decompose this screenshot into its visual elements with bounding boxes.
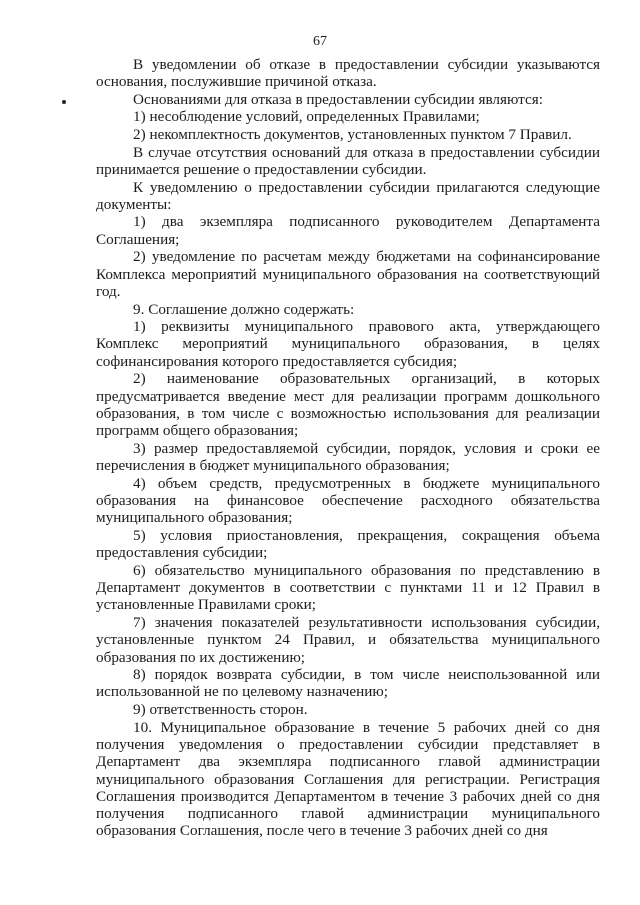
list-item: 2) уведомление по расчетам между бюджетами на софинансирование Комплекса мероприятий муниципального образования на соответствующий год. bbox=[96, 248, 600, 300]
paragraph: 10. Муниципальное образование в течение 5 рабочих дней со дня получения уведомления о предоставлении субсидии представляет в Департамент два экземпляра подписанного главой администрации муниципального образования Соглашения для регистрации. Регистрация Соглашения производится Департаментом в течение 3 рабочих дней со дня получения подписанного главой администрации муниципального образования Соглашения, после чего в течение 3 рабочих дней со дня bbox=[96, 718, 600, 840]
list-item: 5) условия приостановления, прекращения, сокращения объема предоставления субсидии; bbox=[96, 526, 600, 562]
list-item: 1) несоблюдение условий, определенных Правилами; bbox=[133, 108, 480, 126]
list-item: 3) размер предоставляемой субсидии, порядок, условия и сроки ее перечисления в бюджет муниципального образования; bbox=[96, 439, 600, 475]
list-item: 9) ответственность сторон. bbox=[133, 701, 308, 719]
paragraph: Основаниями для отказа в предоставлении субсидии являются: bbox=[133, 90, 543, 108]
list-item: 2) некомплектность документов, установленных пунктом 7 Правил. bbox=[133, 126, 572, 144]
document-body bbox=[96, 56, 600, 840]
list-item: 7) значения показателей результативности использования субсидии, установленные пунктом 24 Правил, и обязательства муниципального образования по их достижению; bbox=[96, 613, 600, 666]
paragraph: К уведомлению о предоставлении субсидии прилагаются следующие документы: bbox=[96, 178, 600, 213]
margin-dot bbox=[62, 100, 66, 104]
list-item: 2) наименование образовательных организаций, в которых предусматривается введение мест для реализации программ дошкольного образования, в том числе с возможностью использования для реализации программ общего образования; bbox=[96, 370, 600, 440]
list-item: 4) объем средств, предусмотренных в бюджете муниципального образования на финансовое обеспечение расходного обязательства муниципального образования; bbox=[96, 474, 600, 527]
page-number: 67 bbox=[313, 34, 327, 49]
list-item: 1) реквизиты муниципального правового акта, утверждающего Комплекс мероприятий муниципального образования, в целях софинансирования которого предоставляется субсидия; bbox=[96, 318, 600, 370]
section-heading: 9. Соглашение должно содержать: bbox=[133, 300, 355, 318]
paragraph: В уведомлении об отказе в предоставлении субсидии указываются основания, послужившие причиной отказа. bbox=[96, 56, 600, 91]
paragraph: В случае отсутствия оснований для отказа в предоставлении субсидии принимается решение о предоставлении субсидии. bbox=[96, 143, 600, 178]
list-item: 6) обязательство муниципального образования по представлению в Департамент документов в соответствии с пунктами 11 и 12 Правил в установленные Правилами сроки; bbox=[96, 561, 600, 614]
list-item: 1) два экземпляра подписанного руководителем Департамента Соглашения; bbox=[96, 213, 600, 248]
list-item: 8) порядок возврата субсидии, в том числе неиспользованной или использованной не по целевому назначению; bbox=[96, 666, 600, 701]
